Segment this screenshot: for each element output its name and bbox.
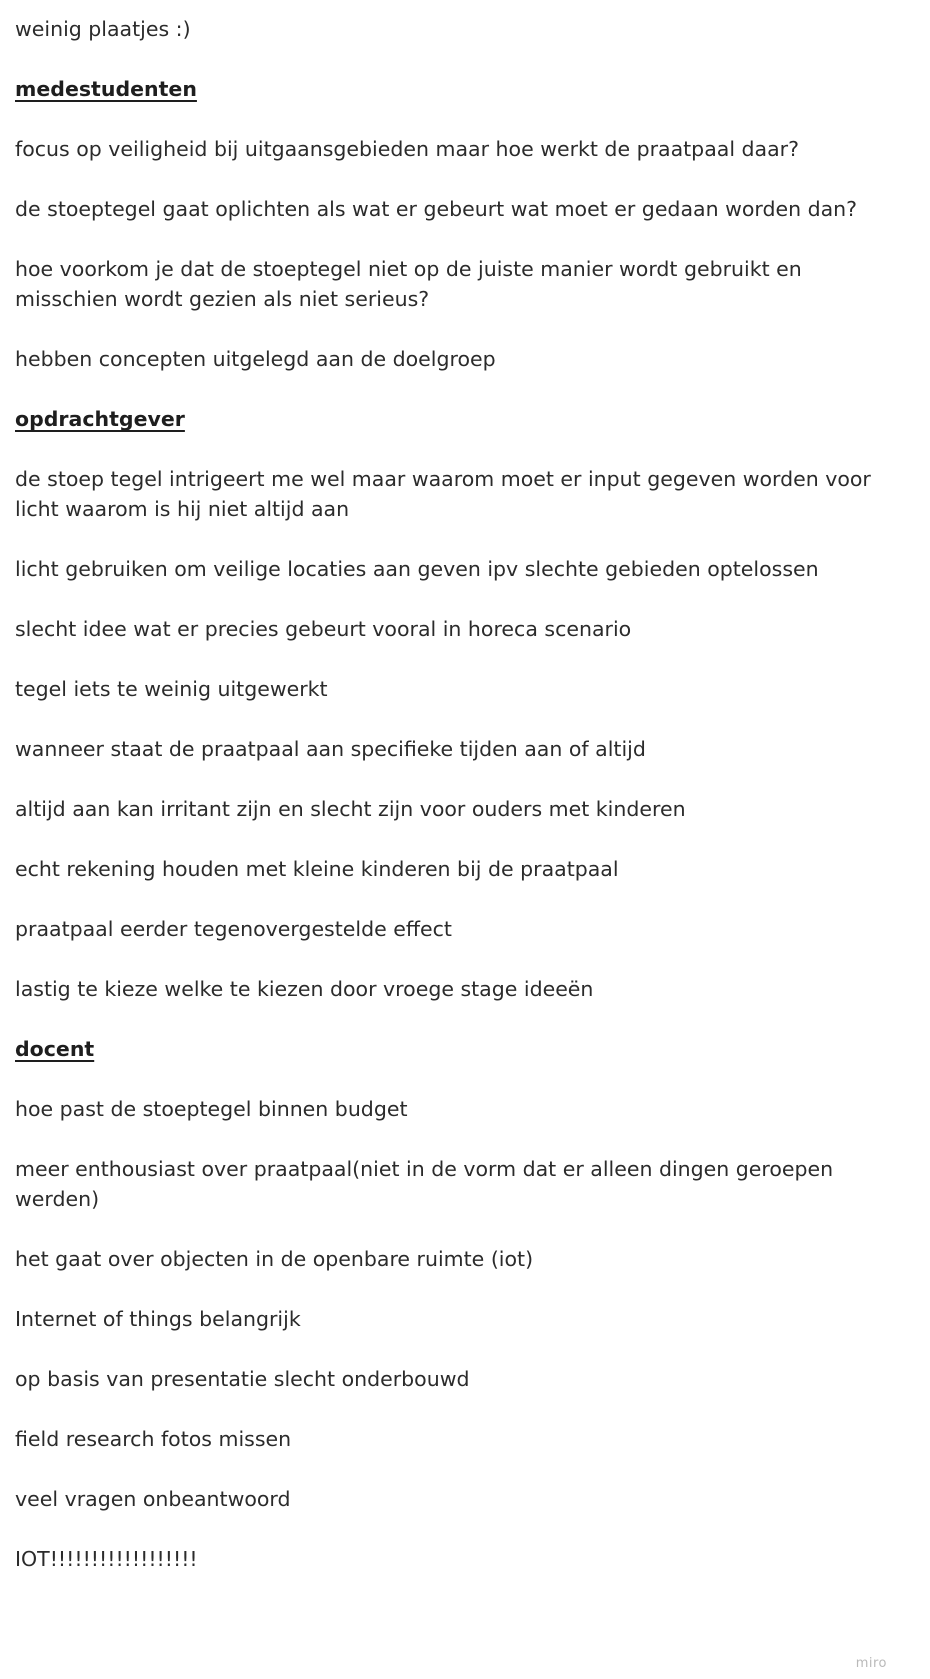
note-line: lastig te kieze welke te kiezen door vroege stage ideeën	[15, 977, 594, 1001]
note-line: IOT!!!!!!!!!!!!!!!!!!	[15, 1547, 198, 1571]
note-line: het gaat over objecten in de openbare ruimte (iot)	[15, 1247, 534, 1271]
section-heading-medestudenten: medestudenten	[15, 77, 197, 101]
note-line: field research fotos missen	[15, 1427, 292, 1451]
note-line: tegel iets te weinig uitgewerkt	[15, 677, 328, 701]
note-line: licht gebruiken om veilige locaties aan geven ipv slechte gebieden optelossen	[15, 557, 819, 581]
miro-watermark: miro	[855, 1656, 887, 1671]
note-line: hoe past de stoeptegel binnen budget	[15, 1097, 408, 1121]
note-line: praatpaal eerder tegenovergestelde effect	[15, 917, 452, 941]
note-line: hebben concepten uitgelegd aan de doelgroep	[15, 347, 496, 371]
note-line: hoe voorkom je dat de stoeptegel niet op de juiste manier wordt gebruikt en misschien wordt gezien als niet serieus?	[15, 257, 802, 311]
section-heading-docent: docent	[15, 1037, 95, 1061]
note-line: echt rekening houden met kleine kinderen bij de praatpaal	[15, 857, 619, 881]
note-line: wanneer staat de praatpaal aan specifieke tijden aan of altijd	[15, 737, 646, 761]
section-heading-opdrachtgever: opdrachtgever	[15, 407, 185, 431]
intro-text: weinig plaatjes :)	[15, 17, 191, 41]
note-line: altijd aan kan irritant zijn en slecht zijn voor ouders met kinderen	[15, 797, 686, 821]
note-line: slecht idee wat er precies gebeurt vooral in horeca scenario	[15, 617, 632, 641]
note-line: Internet of things belangrijk	[15, 1307, 301, 1331]
note-line: veel vragen onbeantwoord	[15, 1487, 291, 1511]
document-body	[15, 14, 895, 1604]
note-line: meer enthousiast over praatpaal(niet in de vorm dat er alleen dingen geroepen werden)	[15, 1157, 834, 1211]
note-line: focus op veiligheid bij uitgaansgebieden maar hoe werkt de praatpaal daar?	[15, 137, 799, 161]
note-line: op basis van presentatie slecht onderbouwd	[15, 1367, 470, 1391]
note-line: de stoeptegel gaat oplichten als wat er gebeurt wat moet er gedaan worden dan?	[15, 197, 858, 221]
note-line: de stoep tegel intrigeert me wel maar waarom moet er input gegeven worden voor licht waarom is hij niet altijd aan	[15, 467, 871, 521]
